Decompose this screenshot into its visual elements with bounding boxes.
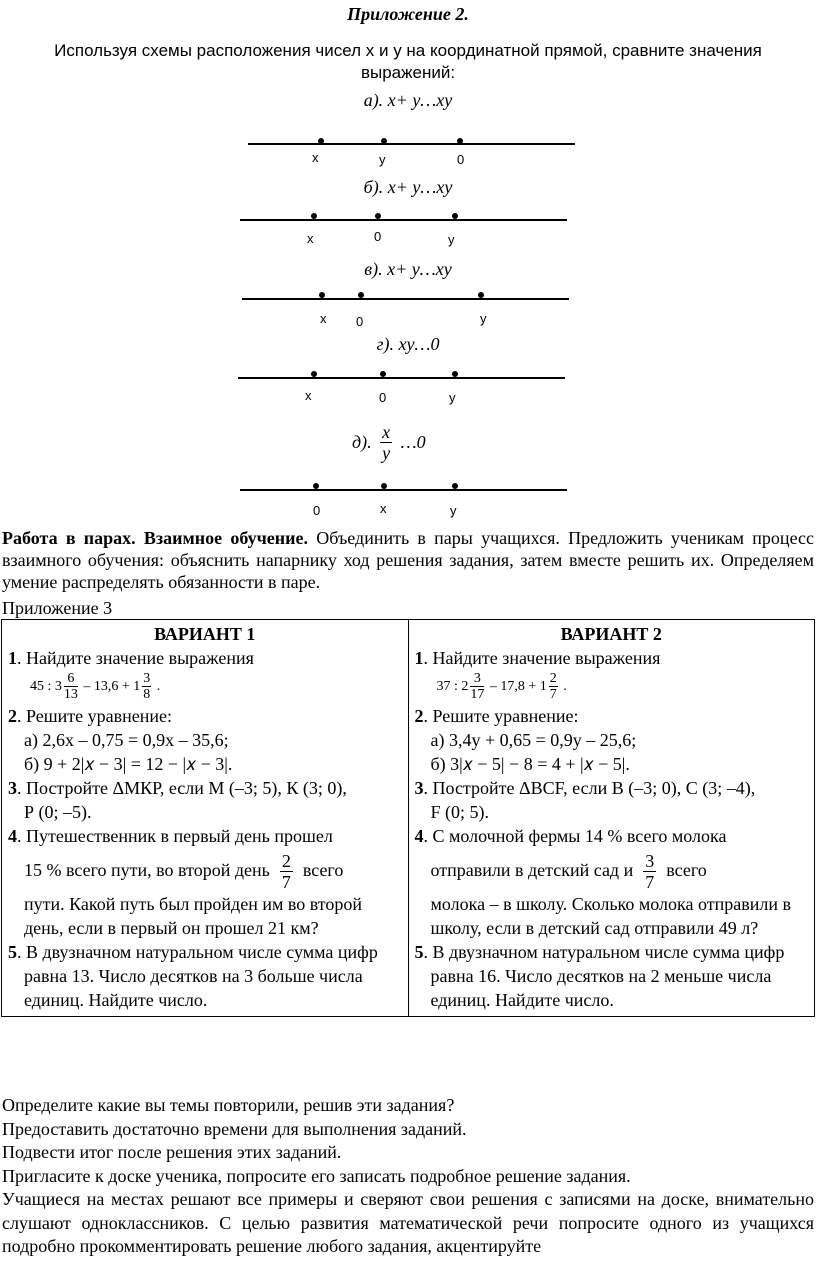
scheme-e-caption	[352, 422, 426, 463]
task-1: 1. Найдите значение выражения	[8, 648, 254, 668]
label-y: y	[450, 503, 457, 518]
task-3: 3. Постройте ΔВСF, если В (–3; 0), С (3; –4),	[414, 778, 756, 798]
task-3: 3. Постройте ΔМКР, если М (–3; 5), К (3; 0),	[8, 778, 347, 798]
caption-prefix: д).	[352, 432, 372, 452]
point-zero	[457, 138, 463, 144]
label-y: y	[448, 232, 455, 247]
variant-title: ВАРИАНТ 1	[154, 624, 256, 644]
task-4-fraction-line: 15 % всего пути, во второй день $\frac{2}{7}$ всего	[24, 851, 344, 893]
footer-line: Пригласите к доске ученика, попросите его записать подробное решение задания.	[2, 1165, 631, 1186]
point-y	[478, 292, 484, 298]
label-x: x	[320, 311, 327, 326]
point-y	[452, 213, 458, 219]
label-zero: 0	[313, 503, 321, 518]
pairwork-heading: Работа в парах. Взаимное обучение.	[2, 528, 309, 548]
point-zero	[358, 292, 364, 298]
task-2-a: а) 2,6х – 0,75 = 0,9х – 35,6;	[24, 730, 229, 750]
scheme-d-caption: г). ху…0	[376, 334, 440, 354]
task-1: 1. Найдите значение выражения	[414, 648, 661, 668]
point-y	[381, 138, 387, 144]
task-4-fraction-line: отправили в детский сад и $\frac{3}{7}$ всего	[430, 851, 707, 893]
point-x	[311, 371, 317, 377]
point-zero	[313, 483, 319, 489]
label-x: x	[312, 150, 319, 165]
label-y: y	[480, 311, 487, 326]
task-2-a: а) 3,4у + 0,65 = 0,9у – 25,6;	[430, 730, 637, 750]
caption-fraction	[380, 422, 392, 463]
caption-suffix: …0	[400, 432, 426, 452]
variant-2-cell	[408, 620, 815, 1017]
task-5: 5. В двузначном натуральном числе сумма цифр равна 13. Число десятков на 3 больше числа единиц. Найдите число.	[8, 942, 378, 1011]
label-zero: 0	[457, 152, 465, 167]
task-2-b: б) 9 + 2|𝑥 − 3| = 12 − |𝑥 − 3|.	[24, 754, 233, 774]
task-3-cont: Р (0; –5).	[24, 802, 92, 822]
task-4-rest: молока – в школу. Сколько молока отправили в школу, если в детский сад отправили 49 л?	[430, 894, 791, 939]
task-4: 4. Путешественник в первый день прошел	[8, 826, 333, 846]
label-x: x	[305, 388, 312, 403]
task-4: 4. С молочной фермы 14 % всего молока	[414, 826, 727, 846]
label-x: x	[307, 231, 314, 246]
footer-line: Учащиеся на местах решают все примеры и сверяют свои решения с записями на доске, внимательно слушают одноклассников. С целью развития математической речи попросите одного из учащихся подробно прокомментировать решение любого задания, акцентируйте	[2, 1189, 814, 1256]
label-zero: 0	[356, 314, 364, 329]
point-y	[452, 483, 458, 489]
label-zero: 0	[379, 390, 387, 405]
variant-1-cell	[2, 620, 409, 1017]
task-2: 2. Решите уравнение:	[8, 706, 172, 726]
footer-line: Определите какие вы темы повторили, решив эти задания?	[2, 1095, 455, 1115]
task-1-expression: 45 : 3 $\frac{6}{13}$ – 13,6 + 1 $\frac{3}{8}$ .	[30, 671, 161, 703]
label-y: y	[449, 390, 456, 405]
point-x	[319, 292, 325, 298]
point-x	[318, 138, 324, 144]
page-title: Приложение 2.	[347, 4, 469, 24]
fraction-denominator: y	[382, 443, 391, 463]
point-zero	[375, 213, 381, 219]
variant-title: ВАРИАНТ 2	[560, 624, 662, 644]
point-zero	[380, 371, 386, 377]
task-1-expression: 37 : 2 $\frac{3}{17}$ – 17,8 + 1 $\frac{2}{7}$ .	[436, 671, 567, 703]
point-y	[452, 371, 458, 377]
scheme-c-caption: в). х+ у…ху	[364, 259, 452, 279]
appendix-label: Приложение 3	[2, 598, 113, 618]
point-x	[311, 213, 317, 219]
point-x	[381, 483, 387, 489]
footer-line: Подвести итог после решения этих заданий.	[2, 1142, 342, 1162]
label-x: x	[380, 501, 387, 516]
task-2: 2. Решите уравнение:	[414, 706, 579, 726]
scheme-a-caption: а). х+ у…ху	[363, 90, 453, 110]
task-2-b: б) 3|𝑥 − 5| − 8 = 4 + |𝑥 − 5|.	[430, 754, 630, 774]
pairwork-paragraph	[2, 527, 814, 593]
task-5: 5. В двузначном натуральном числе сумма цифр равна 16. Число десятков на 2 меньше числа единиц. Найдите число.	[414, 942, 785, 1011]
instruction: Используя схемы расположения чисел х и у на координатной прямой, сравните значения выражений:	[54, 41, 762, 82]
pairwork-text: Объединить в пары учащихся. Предложить ученикам процесс взаимного обучения: объяснить напарнику ход решения задания, затем вместе решить их. Определяем умение распределять обязанности в паре.	[2, 528, 814, 592]
task-3-cont: F (0; 5).	[430, 802, 489, 822]
footer-text	[2, 1094, 814, 1259]
fraction-numerator: x	[382, 422, 391, 442]
task-4-rest: пути. Какой путь был пройден им во второй день, если в первый он прошел 21 км?	[24, 894, 363, 939]
footer-line: Предоставить достаточно времени для выполнения заданий.	[2, 1118, 467, 1139]
label-zero: 0	[374, 229, 382, 244]
variants-table	[1, 619, 815, 1017]
scheme-b-caption: б). х+ у…ху	[363, 177, 453, 197]
label-y: y	[379, 152, 386, 167]
